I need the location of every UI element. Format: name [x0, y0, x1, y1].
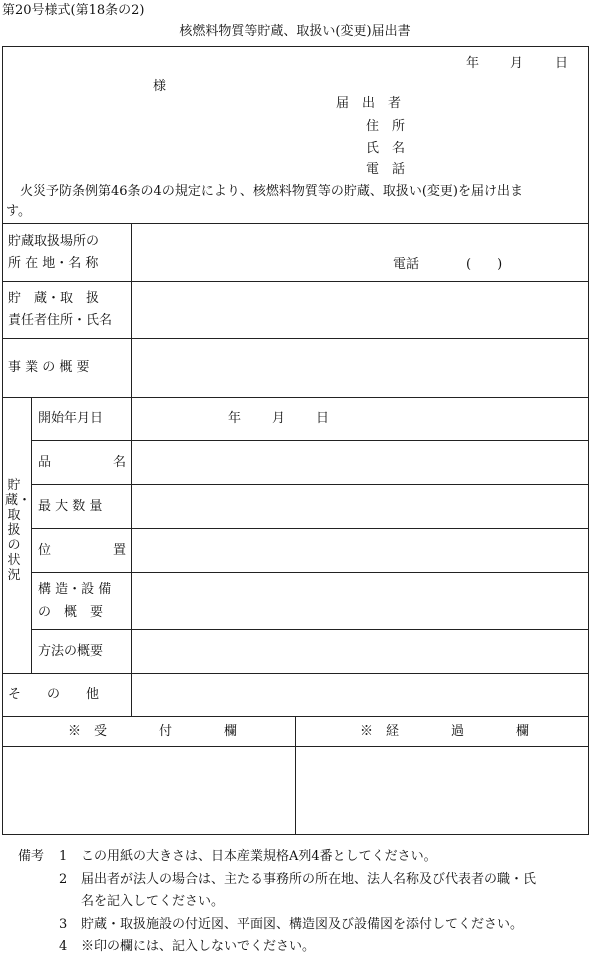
- reception-divider: [295, 716, 296, 835]
- note-2-number: 2: [59, 872, 68, 887]
- statement-line-2: す。: [6, 204, 31, 219]
- method-label: 方法の概要: [38, 644, 104, 659]
- structure-label-line-2: の 概 要: [38, 605, 104, 620]
- status-group-rule: [31, 397, 32, 673]
- form-title: 核燃料物質等貯蔵、取扱い(変更)届出書: [179, 24, 411, 39]
- rule-after-status: [2, 673, 589, 674]
- manager-label-line-1: 貯 蔵・取 扱: [8, 291, 100, 306]
- other-label: そ の 他: [8, 687, 100, 702]
- rule-after-position: [31, 572, 589, 573]
- statement-line-1: 火災予防条例第46条の4の規定により、核燃料物質等の貯蔵、取扱い(変更)を届け出ま: [20, 184, 523, 199]
- start-month: 月: [272, 411, 286, 426]
- note-2-text: 届出者が法人の場合は、主たる事務所の所在地、法人名称及び代表者の職・氏: [81, 872, 537, 887]
- note-1-number: 1: [59, 849, 68, 864]
- note-4-number: 4: [59, 939, 68, 954]
- notes-heading: 備考: [18, 849, 45, 864]
- notifier-phone-label: 電 話: [366, 162, 406, 177]
- start-date-label: 開始年月日: [38, 411, 104, 426]
- max-qty-label: 最 大 数 量: [38, 499, 103, 514]
- rule-after-manager: [2, 338, 589, 339]
- note-4-text: ※印の欄には、記入しないでください。: [81, 939, 316, 954]
- receipt-column-label: ※ 受 付 欄: [68, 724, 238, 739]
- note-3-number: 3: [59, 917, 68, 932]
- note-3-text: 貯蔵・取扱施設の付近図、平面図、構造図及び設備図を添付してください。: [81, 917, 524, 932]
- structure-label-line-1: 構 造・設 備: [38, 582, 112, 597]
- position-label-b: 置: [113, 543, 127, 558]
- notifier-address-label: 住 所: [366, 119, 406, 134]
- progress-column-label: ※ 経 過 欄: [360, 724, 530, 739]
- rule-after-structure: [31, 629, 589, 630]
- rule-after-max-qty: [31, 528, 589, 529]
- product-label-a: 品: [38, 455, 52, 470]
- rule-after-declaration: [2, 223, 589, 224]
- rule-after-start-date: [31, 440, 589, 441]
- notifier-name-label: 氏 名: [366, 141, 406, 156]
- note-1-text: この用紙の大きさは、日本産業規格A列4番としてください。: [81, 849, 437, 864]
- label-column-rule: [131, 223, 132, 716]
- rule-after-business: [2, 397, 589, 398]
- manager-label-line-2: 責任者住所・氏名: [8, 313, 113, 328]
- product-label-b: 名: [113, 455, 127, 470]
- declaration-year: 年: [466, 56, 480, 71]
- location-label-line-2: 所 在 地・名 称: [8, 256, 99, 271]
- location-phone-paren: ( ): [466, 257, 503, 272]
- rule-after-location: [2, 281, 589, 282]
- declaration-month: 月: [510, 56, 524, 71]
- start-day: 日: [316, 411, 330, 426]
- form-number: 第20号様式(第18条の2): [2, 3, 145, 18]
- status-group-label: 貯蔵・取扱の状況: [5, 478, 32, 583]
- position-label-a: 位: [38, 543, 52, 558]
- start-year: 年: [228, 411, 242, 426]
- location-label-line-1: 貯蔵取扱場所の: [8, 234, 100, 249]
- note-2-continuation: 名を記入してください。: [81, 894, 225, 909]
- location-phone-label: 電話: [393, 257, 420, 272]
- notifier-label: 届 出 者: [336, 96, 402, 111]
- declaration-day: 日: [555, 56, 569, 71]
- rule-after-product: [31, 484, 589, 485]
- business-label: 事 業 の 概 要: [8, 360, 90, 375]
- addressee-suffix: 様: [153, 79, 167, 94]
